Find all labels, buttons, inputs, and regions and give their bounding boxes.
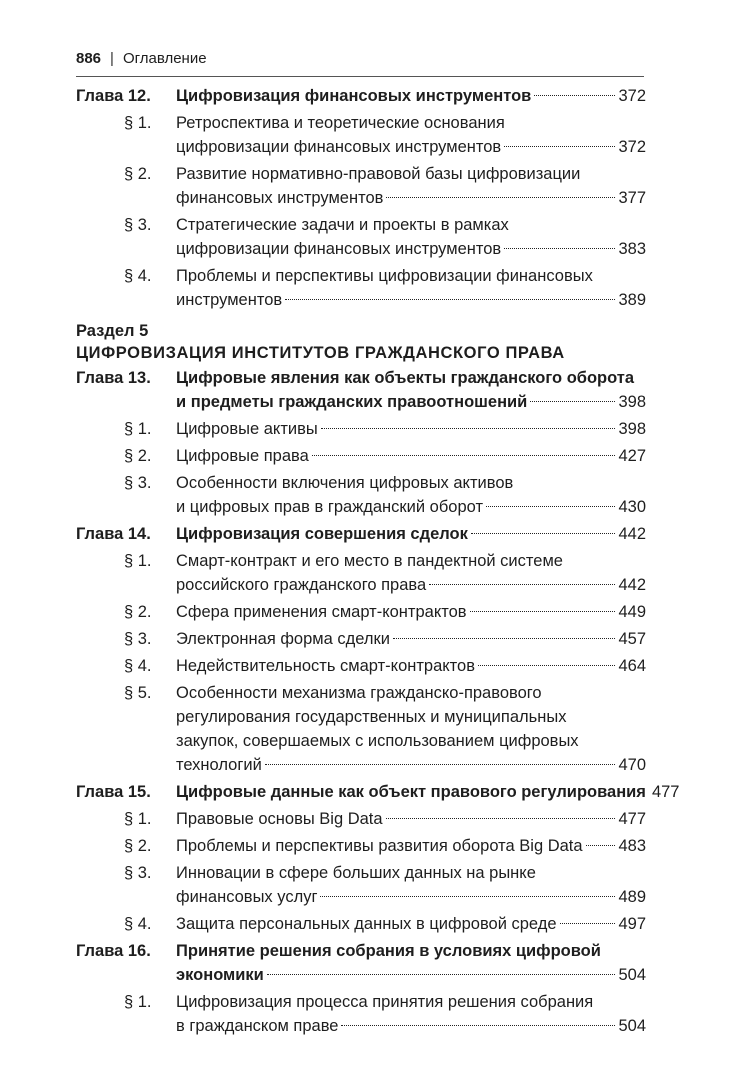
entry-title-line: регулирования государственных и муниципальных (176, 708, 567, 726)
entry-title-line: технологий (176, 756, 262, 774)
entry-title-line: Цифровизация совершения сделок (176, 525, 468, 543)
toc-chapter-entry[interactable] (76, 522, 646, 546)
dot-leader (534, 95, 615, 96)
running-title: Оглавление (122, 50, 207, 67)
page-ref: 464 (618, 657, 646, 675)
toc-paragraph-entry[interactable] (76, 444, 646, 468)
dot-leader (586, 845, 616, 846)
entry-title-line: цифровизации финансовых инструментов (176, 138, 502, 156)
paragraph-number: § 2. (124, 837, 152, 855)
page-ref: 398 (618, 420, 646, 438)
entry-title-line: Ретроспектива и теоретические основания (176, 114, 505, 132)
paragraph-number: § 3. (124, 474, 152, 492)
toc-paragraph-entry[interactable] (76, 549, 646, 597)
entry-title-line: закупок, совершаемых с использованием цифровых (176, 732, 579, 750)
dot-leader (471, 533, 616, 534)
toc-paragraph-entry[interactable] (76, 471, 646, 519)
section-title: ЦИФРОВИЗАЦИЯ ИНСТИТУТОВ ГРАЖДАНСКОГО ПРАВА (76, 344, 565, 362)
chapter-number: Глава 15. (76, 783, 151, 801)
paragraph-number: § 2. (124, 447, 152, 465)
paragraph-number: § 4. (124, 657, 152, 675)
toc-paragraph-entry[interactable] (76, 912, 646, 936)
toc-paragraph-entry[interactable] (76, 162, 646, 210)
dot-leader (386, 818, 616, 819)
paragraph-number: § 1. (124, 420, 152, 438)
page-ref: 477 (651, 783, 680, 801)
entry-title-line: Цифровизация процесса принятия решения собрания (176, 993, 594, 1011)
chapter-number: Глава 14. (76, 525, 151, 543)
dot-leader (341, 1025, 615, 1026)
page-ref: 398 (618, 393, 646, 411)
toc-chapter-entry[interactable] (76, 366, 646, 414)
paragraph-number: § 1. (124, 810, 152, 828)
entry-title-line: Особенности механизма гражданско-правового (176, 684, 542, 702)
page-number: 886 (76, 50, 102, 67)
toc-paragraph-entry[interactable] (76, 264, 646, 312)
entry-title-line: финансовых инструментов (176, 189, 384, 207)
toc-chapter-entry[interactable] (76, 780, 680, 804)
paragraph-number: § 3. (124, 864, 152, 882)
entry-title-line: в гражданском праве (176, 1017, 339, 1035)
entry-title-line: Проблемы и перспективы развития оборота Big Data (176, 837, 583, 855)
page-ref: 377 (618, 189, 646, 207)
dot-leader (386, 197, 615, 198)
dot-leader (320, 896, 615, 897)
page-ref: 470 (618, 756, 646, 774)
entry-title-line: Правовые основы Big Data (176, 810, 383, 828)
toc-paragraph-entry[interactable] (76, 111, 646, 159)
page-ref: 372 (618, 87, 646, 105)
page-ref: 389 (618, 291, 646, 309)
page-ref: 489 (618, 888, 646, 906)
section-label: Раздел 5 (76, 322, 149, 340)
page-ref: 372 (618, 138, 646, 156)
paragraph-number: § 4. (124, 915, 152, 933)
dot-leader (560, 923, 616, 924)
toc-chapter-entry[interactable] (76, 939, 646, 987)
entry-title-line: Цифровые права (176, 447, 309, 465)
entry-title-line: цифровизации финансовых инструментов (176, 240, 502, 258)
entry-title-line: Особенности включения цифровых активов (176, 474, 514, 492)
section-heading (76, 320, 646, 364)
dot-leader (530, 401, 615, 402)
dot-leader (285, 299, 615, 300)
dot-leader (504, 146, 615, 147)
entry-title-line: и цифровых прав в гражданский оборот (176, 498, 484, 516)
page-ref: 427 (618, 447, 646, 465)
dot-leader (478, 665, 615, 666)
entry-title-line: Сфера применения смарт-контрактов (176, 603, 467, 621)
entry-title-line: Стратегические задачи и проекты в рамках (176, 216, 509, 234)
toc-paragraph-entry[interactable] (76, 834, 646, 858)
entry-title-line: Цифровые данные как объект правового регулирования (176, 783, 646, 801)
page-ref: 442 (618, 576, 646, 594)
toc-paragraph-entry[interactable] (76, 654, 646, 678)
entry-title-line: Электронная форма сделки (176, 630, 390, 648)
chapter-number: Глава 12. (76, 87, 151, 105)
page-ref: 449 (618, 603, 646, 621)
dot-leader (393, 638, 616, 639)
dot-leader (486, 506, 615, 507)
paragraph-number: § 5. (124, 684, 152, 702)
dot-leader (265, 764, 616, 765)
entry-title-line: Смарт-контракт и его место в пандектной системе (176, 552, 563, 570)
dot-leader (312, 455, 616, 456)
dot-leader (429, 584, 615, 585)
entry-title-line: экономики (176, 966, 264, 984)
page-ref: 383 (618, 240, 646, 258)
toc-paragraph-entry[interactable] (76, 417, 646, 441)
entry-title-line: Цифровые явления как объекты гражданского оборота (176, 369, 635, 387)
page-ref: 497 (618, 915, 646, 933)
chapter-number: Глава 16. (76, 942, 151, 960)
toc-paragraph-entry[interactable] (76, 213, 646, 261)
page-ref: 442 (618, 525, 646, 543)
chapter-number: Глава 13. (76, 369, 151, 387)
paragraph-number: § 2. (124, 165, 152, 183)
dot-leader (321, 428, 616, 429)
toc-paragraph-entry[interactable] (76, 600, 646, 624)
entry-title-line: Защита персональных данных в цифровой среде (176, 915, 557, 933)
header-separator: | (110, 50, 114, 67)
entry-title-line: Принятие решения собрания в условиях цифровой (176, 942, 601, 960)
paragraph-number: § 1. (124, 114, 152, 132)
toc-paragraph-entry[interactable] (76, 627, 646, 651)
entry-title-line: Инновации в сфере больших данных на рынке (176, 864, 536, 882)
toc-paragraph-entry[interactable] (76, 807, 646, 831)
page-ref: 483 (618, 837, 646, 855)
table-of-contents (76, 84, 680, 1038)
paragraph-number: § 1. (124, 552, 152, 570)
toc-paragraph-entry[interactable] (76, 990, 646, 1038)
paragraph-number: § 1. (124, 993, 152, 1011)
page-ref: 477 (618, 810, 646, 828)
paragraph-number: § 4. (124, 267, 152, 285)
paragraph-number: § 2. (124, 603, 152, 621)
entry-title-line: Недействительность смарт-контрактов (176, 657, 475, 675)
entry-title-line: Цифровизация финансовых инструментов (176, 87, 532, 105)
paragraph-number: § 3. (124, 216, 152, 234)
entry-title-line: финансовых услуг (176, 888, 318, 906)
dot-leader (504, 248, 615, 249)
paragraph-number: § 3. (124, 630, 152, 648)
entry-title-line: инструментов (176, 291, 283, 309)
entry-title-line: Цифровые активы (176, 420, 318, 438)
dot-leader (267, 974, 616, 975)
toc-chapter-entry[interactable] (76, 84, 646, 108)
page-ref: 457 (618, 630, 646, 648)
entry-title-line: Проблемы и перспективы цифровизации финансовых (176, 267, 593, 285)
entry-title-line: и предметы гражданских правоотношений (176, 393, 528, 411)
page-ref: 504 (618, 966, 646, 984)
running-header (76, 50, 644, 77)
toc-paragraph-entry[interactable] (76, 681, 646, 777)
toc-paragraph-entry[interactable] (76, 861, 646, 909)
page-ref: 430 (618, 498, 646, 516)
dot-leader (470, 611, 616, 612)
entry-title-line: Развитие нормативно-правовой базы цифровизации (176, 165, 581, 183)
page-ref: 504 (618, 1017, 646, 1035)
entry-title-line: российского гражданского права (176, 576, 427, 594)
